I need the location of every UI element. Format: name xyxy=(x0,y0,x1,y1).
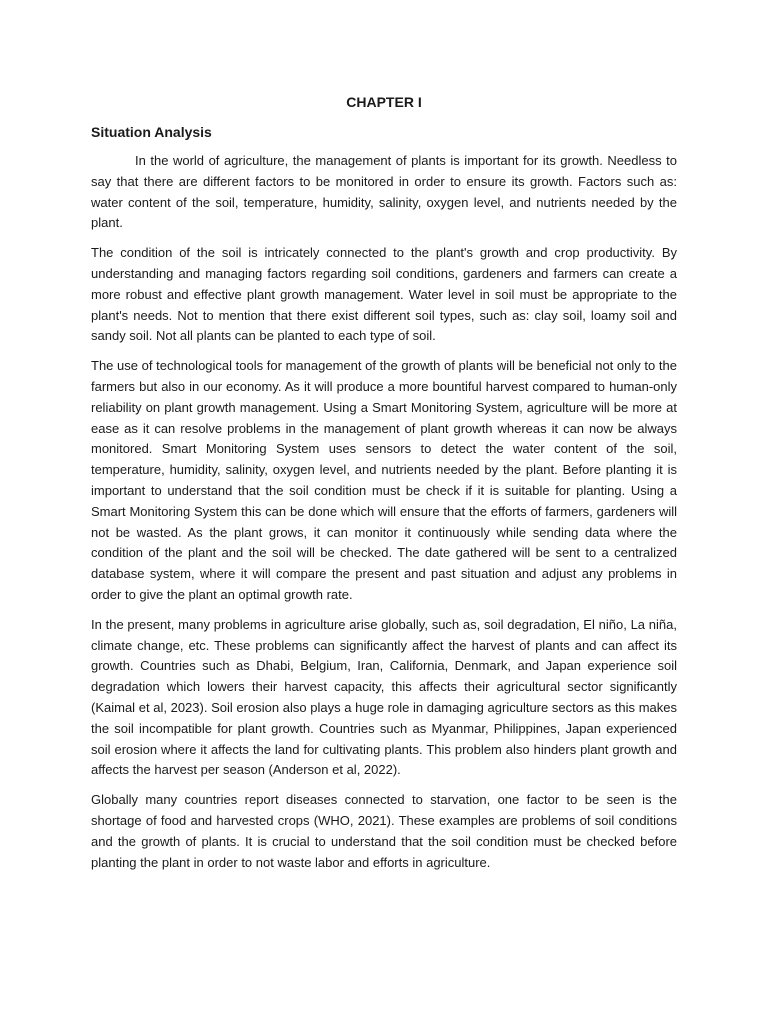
paragraph-starvation: Globally many countries report diseases connected to starvation, one factor to be seen is the shortage of food and harvested crops (WHO, 2021). These examples are problems of soil conditions and the growth of plants. It is crucial to understand that the soil condition must be checked before planting the plant in order to not waste labor and efforts in agriculture. xyxy=(91,792,677,870)
paragraph-soil-condition: The condition of the soil is intricately connected to the plant's growth and crop productivity. By understanding and managing factors regarding soil conditions, gardeners and farmers can create a more robust and effective plant growth management. Water level in soil must be appropriate to the plant's needs. Not to mention that there exist different soil types, such as: clay soil, loamy soil and sandy soil. Not all plants can be planted to each type of soil. xyxy=(91,245,677,344)
paragraph-technology: The use of technological tools for management of the growth of plants will be beneficial not only to the farmers but also in our economy. As it will produce a more bountiful harvest compared to human-only reliability on plant growth management. Using a Smart Monitoring System, agriculture will be more at ease as it can resolve problems in the management of plant growth whereas it can now be always monitored. Smart Monitoring System uses sensors to detect the water content of the soil, temperature, humidity, salinity, oxygen level, and nutrients needed by the plant. Before planting it is important to understand that the soil condition must be check if it is suitable for planting. Using a Smart Monitoring System this can be done which will ensure that the efforts of farmers, gardeners will not be wasted. As the plant grows, it can monitor it continuously while sending data where the condition of the plant and the soil will be checked. The date gathered will be sent to a centralized database system, where it will compare the present and past situation and adjust any problems in order to give the plant an optimal growth rate. xyxy=(91,358,677,602)
paragraph-intro: In the world of agriculture, the management of plants is important for its growth. Needless to say that there are different factors to be monitored in order to ensure its growth. Factors such as: water content of the soil, temperature, humidity, salinity, oxygen level, and nutrients needed by the plant. xyxy=(91,153,677,231)
chapter-heading: CHAPTER I xyxy=(346,94,422,110)
section-heading: Situation Analysis xyxy=(91,124,212,140)
paragraph-global-problems: In the present, many problems in agriculture arise globally, such as, soil degradation, El niño, La niña, climate change, etc. These problems can significantly affect the harvest of plants and can affect its growth. Countries such as Dhabi, Belgium, Iran, California, Denmark, and Japan experience soil degradation which lowers their harvest capacity, this affects their agricultural sector significantly (Kaimal et al, 2023). Soil erosion also plays a huge role in damaging agriculture sectors as this makes the soil incompatible for plant growth. Countries such as Myanmar, Philippines, Japan experienced soil erosion where it affects the land for cultivating plants. This problem also hinders plant growth and affects the harvest per season (Anderson et al, 2022). xyxy=(91,616,677,778)
document-body xyxy=(91,93,677,882)
